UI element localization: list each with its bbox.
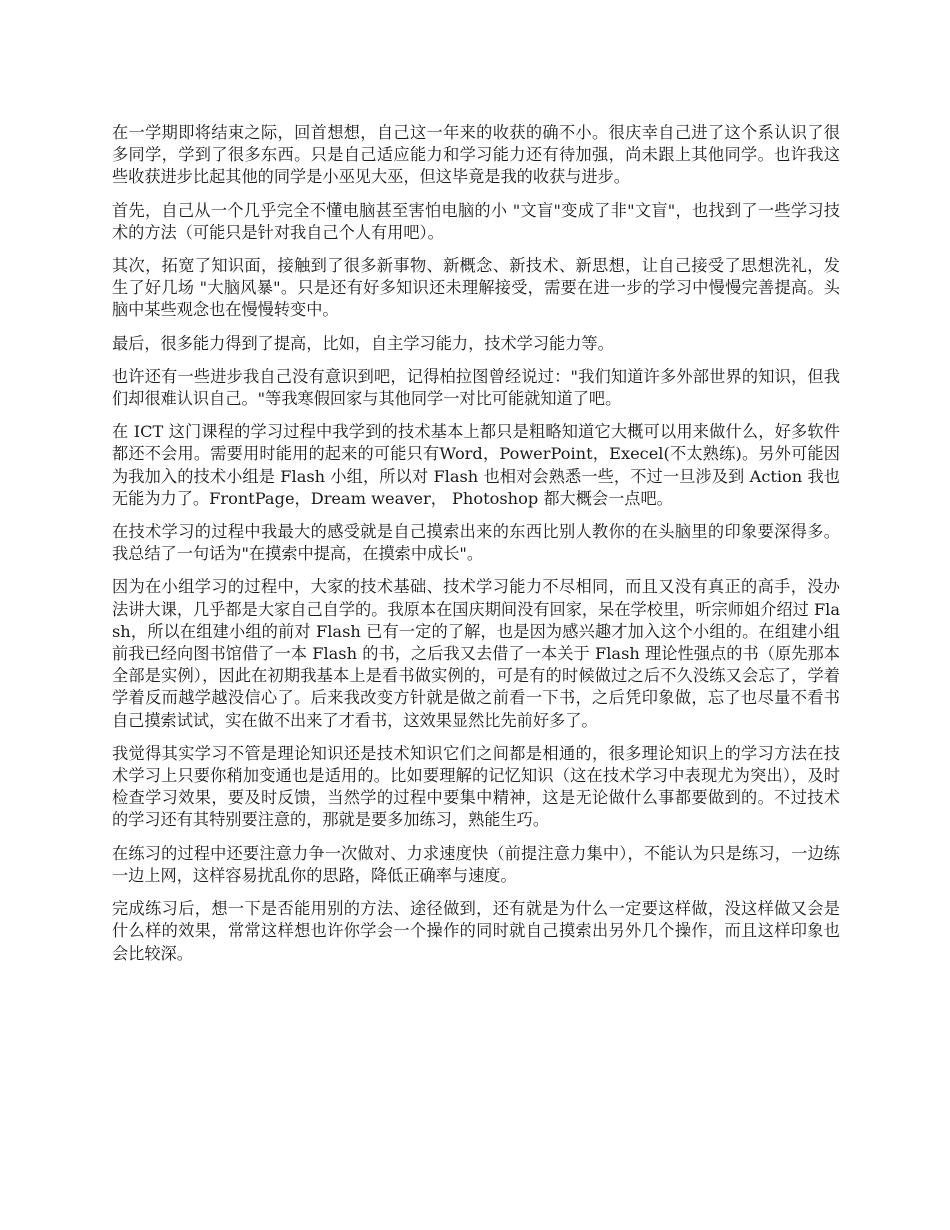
paragraph-9: 我觉得其实学习不管是理论知识还是技术知识它们之间都是相通的，很多理论知识上的学习方法在技术学习上只要你稍加变通也是适用的。比如要理解的记忆知识（这在技术学习中表现尤为突出），及时检查学习效果，要及时反馈，当然学的过程中要集中精神，这是无论做什么事都要做到的。不过技术的学习还有其特别要注意的，那就是要多加练习，熟能生巧。 [112, 743, 840, 830]
paragraph-4: 最后，很多能力得到了提高，比如，自主学习能力，技术学习能力等。 [112, 333, 614, 353]
paragraph-10: 在练习的过程中还要注意力争一次做对、力求速度快（前提注意力集中），不能认为只是练习，一边练一边上网，这样容易扰乱你的思路，降低正确率与速度。 [112, 843, 840, 885]
document-body [112, 122, 840, 976]
paragraph-3: 其次，拓宽了知识面，接触到了很多新事物、新概念、新技术、新思想，让自己接受了思想洗礼，发生了好几场 "大脑风暴"。只是还有好多知识还未理解接受，需要在进一步的学习中慢慢完善提高。头脑中某些观念也在慢慢转变中。 [112, 256, 840, 320]
paragraph-1: 在一学期即将结束之际，回首想想，自己这一年来的收获的确不小。很庆幸自己进了这个系认识了很多同学，学到了很多东西。只是自己适应能力和学习能力还有待加强，尚未跟上其他同学。也许我这些收获进步比起其他的同学是小巫见大巫，但这毕竟是我的收获与进步。 [112, 123, 840, 187]
paragraph-2: 首先，自己从一个几乎完全不懂电脑甚至害怕电脑的小 "文盲"变成了非"文盲"，也找到了一些学习技术的方法（可能只是针对我自己个人有用吧）。 [112, 200, 840, 242]
paragraph-11: 完成练习后，想一下是否能用别的方法、途径做到，还有就是为什么一定要这样做，没这样做又会是什么样的效果，常常这样想也许你学会一个操作的同时就自己摸索出另外几个操作，而且这样印象也会比较深。 [112, 899, 840, 963]
paragraph-8: 因为在小组学习的过程中，大家的技术基础、技术学习能力不尽相同，而且又没有真正的高手，没办法讲大课，几乎都是大家自己自学的。我原本在国庆期间没有回家，呆在学校里，听宗师姐介绍过 Flash，所以在组建小组的前对 Flash 已有一定的了解，也是因为感兴趣才加入这个小组的。在组建小组前我已经向图书馆借了一本 Flash 的书，之后我又去借了一本关于 Flash 理论性强点的书（原先那本全部是实例），因此在初期我基本上是看书做实例的，可是有的时候做过之后不久没练又会忘了，学着学着反而越学越没信心了。后来我改变方针就是做之前看一下书，之后凭印象做，忘了也尽量不看书自己摸索试试，实在做不出来了才看书，这效果显然比先前好多了。 [112, 577, 840, 730]
paragraph-5: 也许还有一些进步我自己没有意识到吧，记得柏拉图曾经说过："我们知道许多外部世界的知识，但我们却很难认识自己。"等我寒假回家与其他同学一对比可能就知道了吧。 [112, 366, 840, 409]
paragraph-6: 在 ICT 这门课程的学习过程中我学到的技术基本上都只是粗略知道它大概可以用来做什么，好多软件都还不会用。需要用时能用的起来的可能只有Word，PowerPoint，Execel(不太熟练)。另外可能因为我加入的技术小组是 Flash 小组，所以对 Flash 也相对会熟悉一些，不过一旦涉及到 Action 我也无能为力了。FrontPage，Dream weaver， Photoshop 都大概会一点吧。 [112, 422, 840, 508]
paragraph-7: 在技术学习的过程中我最大的感受就是自己摸索出来的东西比别人教你的在头脑里的印象要深得多。我总结了一句话为"在摸索中提高，在摸索中成长"。 [112, 522, 840, 564]
